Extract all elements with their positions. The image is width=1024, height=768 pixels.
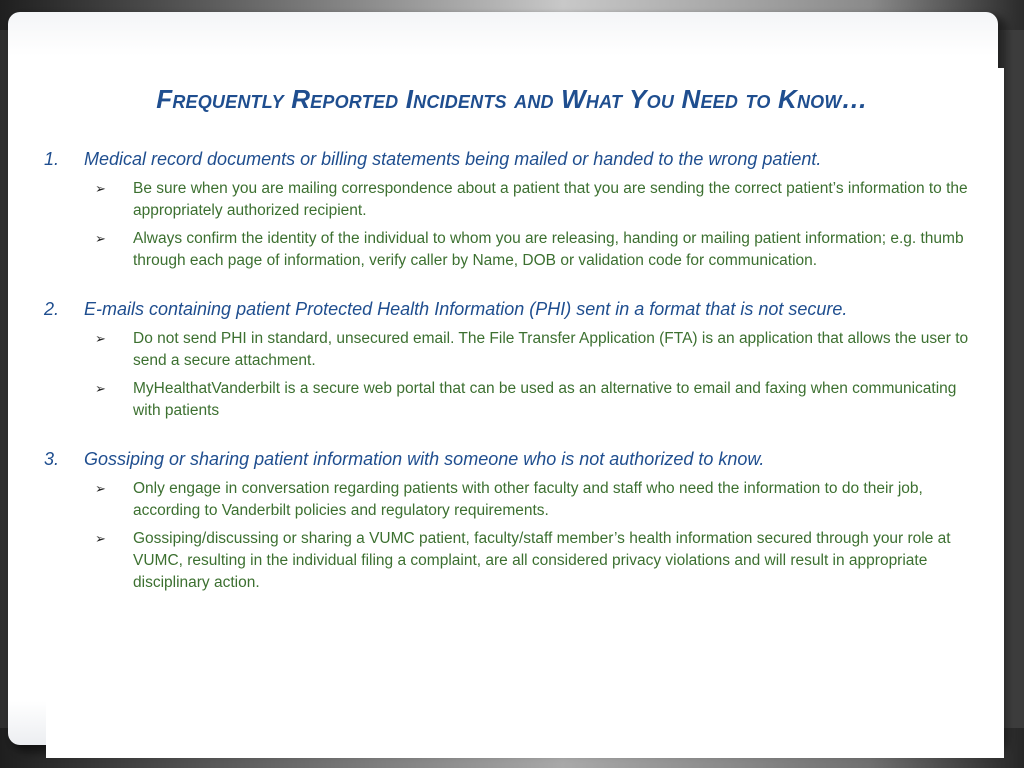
bullet-point bbox=[95, 528, 974, 594]
bullet-text: Gossiping/discussing or sharing a VUMC patient, faculty/staff member’s health information secured through your role at VUMC, resulting in the individual filing a complaint, are all considered privacy violations and will result in appropriate disciplinary action. bbox=[133, 530, 951, 591]
arrow-bullet-icon: ➢ bbox=[95, 181, 106, 196]
arrow-bullet-icon: ➢ bbox=[95, 531, 106, 546]
arrow-bullet-icon: ➢ bbox=[95, 231, 106, 246]
bullet-text: MyHealthatVanderbilt is a secure web portal that can be used as an alternative to email and faxing when communicating with patients bbox=[133, 380, 957, 419]
bullet-point bbox=[95, 478, 974, 522]
arrow-bullet-icon: ➢ bbox=[95, 381, 106, 396]
arrow-bullet-icon: ➢ bbox=[95, 481, 106, 496]
bullet-point bbox=[95, 228, 974, 272]
item-number: 3. bbox=[44, 449, 60, 469]
incident-item-2 bbox=[44, 296, 974, 422]
item-heading: E-mails containing patient Protected Health Information (PHI) sent in a format that is not secure. bbox=[84, 299, 848, 319]
bullet-text: Do not send PHI in standard, unsecured email. The File Transfer Application (FTA) is an application that allows the user to send a secure attachment. bbox=[133, 330, 969, 369]
bullet-point bbox=[95, 328, 974, 372]
arrow-bullet-icon: ➢ bbox=[95, 331, 106, 346]
item-heading: Medical record documents or billing statements being mailed or handed to the wrong patient. bbox=[84, 149, 822, 169]
item-heading: Gossiping or sharing patient information with someone who is not authorized to know. bbox=[84, 449, 765, 469]
incident-item-1 bbox=[44, 146, 974, 272]
item-number: 2. bbox=[44, 299, 60, 319]
bullet-point bbox=[95, 378, 974, 422]
spacer bbox=[44, 422, 974, 446]
incident-list bbox=[44, 146, 974, 594]
bullet-point bbox=[95, 178, 974, 222]
incident-item-3 bbox=[44, 446, 974, 594]
spacer bbox=[44, 272, 974, 296]
item-number: 1. bbox=[44, 149, 60, 169]
bullet-text: Always confirm the identity of the individual to whom you are releasing, handing or mailing patient information; e.g. thumb through each page of information, verify caller by Name, DOB or validation code for communication. bbox=[133, 230, 964, 269]
bullet-text: Be sure when you are mailing correspondence about a patient that you are sending the correct patient’s information to the appropriately authorized recipient. bbox=[133, 180, 968, 219]
bullet-text: Only engage in conversation regarding patients with other faculty and staff who need the information to do their job, according to Vanderbilt policies and regulatory requirements. bbox=[133, 480, 923, 519]
slide-title: Frequently Reported Incidents and What You Need to Know… bbox=[156, 84, 868, 114]
